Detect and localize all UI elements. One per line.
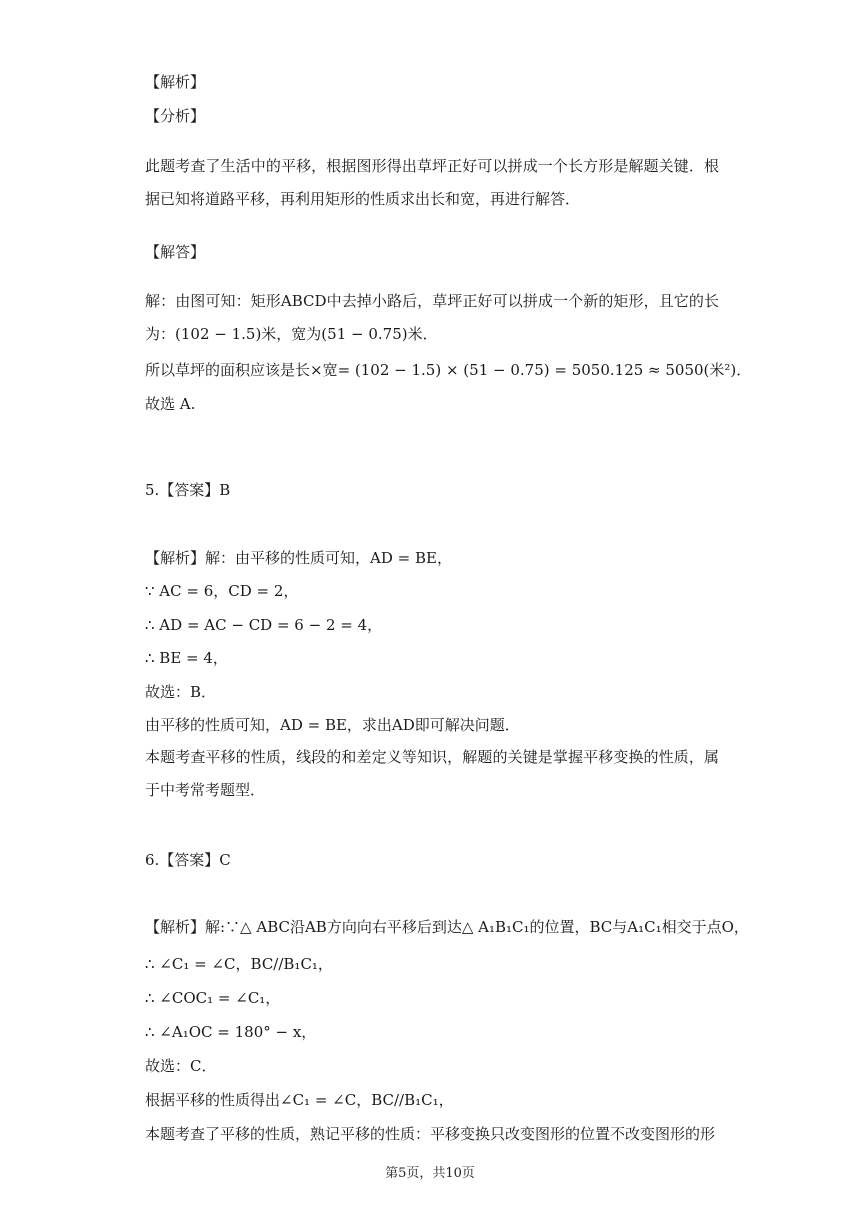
q5-summary: 本题考查平移的性质，线段的和差定义等知识，解题的关键是掌握平移变换的性质，属于中考常考题型． — [145, 748, 719, 799]
q5-answer-header: 5.【答案】B — [145, 481, 231, 499]
area-line: 所以草坪的面积应该是长×宽= (102 − 1.5) × (51 − 0.75) = 5050.125 ≈ 5050(米²)． — [145, 361, 752, 379]
q5-line: ∴ AD = AC − CD = 6 − 2 = 4， — [145, 616, 383, 634]
jiexi-header: 【解析】 — [145, 73, 206, 91]
q5-line: ∵ AC = 6，CD = 2， — [145, 582, 299, 600]
q6-answer-header: 6.【答案】C — [145, 851, 231, 869]
q5-line: 故选：B． — [145, 683, 217, 701]
fenxi-text: 此题考查了生活中的平移，根据图形得出草坪正好可以拼成一个长方形是解题关键．根据已知将道路平移，再利用矩形的性质求出长和宽，再进行解答． — [145, 157, 719, 208]
q6-line: 【解析】解:∵△ ABC沿AB方向向右平移后到达△ A₁B₁C₁的位置，BC与A₁C₁相交于点O， — [145, 918, 749, 936]
q6-line: ∴ ∠A₁OC = 180° − x， — [145, 1023, 317, 1041]
answer-line: 故选 A. — [145, 395, 196, 413]
jieda-text: 解：由图可知：矩形ABCD中去掉小路后，草坪正好可以拼成一个新的矩形，且它的长为：(102 − 1.5)米，宽为(51 − 0.75)米． — [145, 292, 719, 343]
q6-line: 故选：C． — [145, 1057, 217, 1075]
q6-line: ∴ ∠COC₁ = ∠C₁， — [145, 989, 281, 1007]
q6-line: 本题考查了平移的性质，熟记平移的性质：平移变换只改变图形的位置不改变图形的形 — [145, 1125, 716, 1143]
q6-line: 根据平移的性质得出∠C₁ = ∠C，BC//B₁C₁， — [145, 1091, 454, 1109]
page-footer: 第5页，共10页 — [385, 1166, 475, 1181]
jieda-header: 【解答】 — [145, 243, 206, 261]
q6-line: ∴ ∠C₁ = ∠C，BC//B₁C₁， — [145, 955, 333, 973]
q5-line: 【解析】解：由平移的性质可知，AD = BE， — [145, 549, 452, 567]
q5-line: ∴ BE = 4， — [145, 649, 228, 667]
q5-line: 由平移的性质可知，AD = BE，求出AD即可解决问题． — [145, 716, 520, 734]
fenxi-header: 【分析】 — [145, 107, 206, 125]
